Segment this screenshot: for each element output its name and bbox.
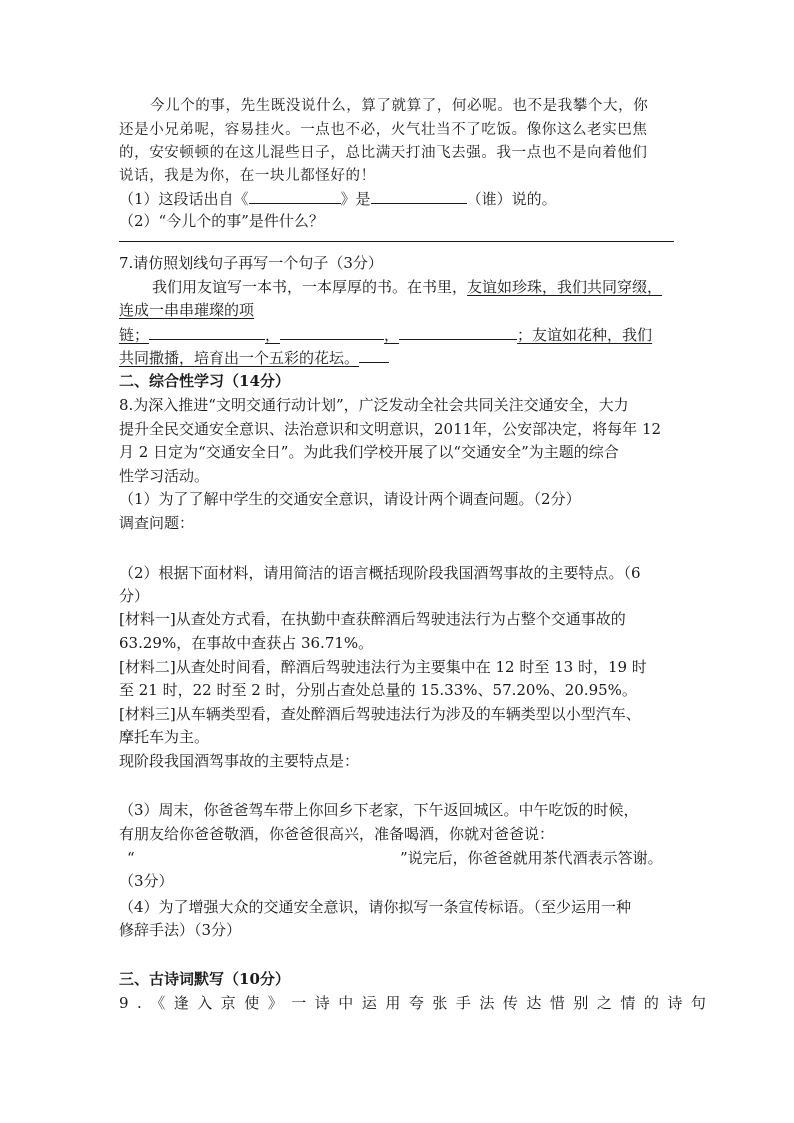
passage-line: 的，安安顿顿的在这儿混些日子，总比满天打油飞去强。我一点也不是向着他们 xyxy=(119,145,648,161)
q8-sub3: （3）周末，你爸爸驾车带上你回乡下老家，下午返回城区。中午吃饭的时候， xyxy=(119,801,639,819)
q9-text: 9.《逢入京使》一诗中运用夸张手法传达惜别之情的诗句 xyxy=(119,994,715,1012)
q8-sub3: 有朋友给你爸爸敬酒，你爸爸很高兴，准备喝酒，你就对爸爸说： xyxy=(119,825,555,843)
q7-underlined-sentence: 共同撒播，培育出一个五彩的花坛。 xyxy=(119,349,360,367)
q6-sub2: （2）“今儿个的事”是件什么？ xyxy=(119,212,324,230)
material-3: [材料三]从车辆类型看，查处醉酒后驾驶违法行为涉及的车辆类型以小型汽车、 xyxy=(119,705,641,723)
q8-text: 月 2 日定为“交通安全日”。为此我们学校开展了以“交通安全”为主题的综合 xyxy=(119,443,619,461)
survey-label: 调查问题： xyxy=(119,514,195,532)
q7-underlined-sentence: 连成一串串璀璨的项 xyxy=(119,301,255,319)
features-label: 现阶段我国酒驾事故的主要特点是： xyxy=(119,752,360,770)
answer-line[interactable] xyxy=(119,241,674,242)
passage-line: 今儿个的事，先生既没说什么，算了就算了，何必呢。也不是我攀个大，你 xyxy=(150,98,649,114)
passage-line: 还是小兄弟呢，容易挂火。一点也不必，火气壮当不了吃饭。像你这么老实巴焦 xyxy=(119,122,648,138)
q8-text: 8.为深入推进“文明交通行动计划”，广泛发动全社会共同关注交通安全，大力 xyxy=(119,396,629,414)
material-3: 摩托车为主。 xyxy=(119,728,210,746)
q7-line4 xyxy=(119,346,389,369)
q7-comma: ， xyxy=(265,326,281,344)
imitation-blank[interactable] xyxy=(280,323,384,340)
q8-text: 提升全民交通安全意识、法治意识和文明意识，2011年，公安部决定，将每年 12 xyxy=(119,420,662,438)
q8-sub2: （2）根据下面材料，请用简洁的语言概括现阶段我国酒驾事故的主要特点。（6 xyxy=(119,564,641,582)
q7-line2 xyxy=(119,299,254,321)
q8-sub3-quote-open: “ xyxy=(127,849,135,867)
material-2: [材料二]从查处时间看，醉酒后驾驶违法行为主要集中在 12 时至 13 时，19 时 xyxy=(119,658,647,676)
q7-comma: ， xyxy=(384,326,400,344)
material-1: [材料一]从查处方式看，在执勤中查获醉酒后驾驶违法行为占整个交通事故的 xyxy=(119,610,626,628)
section2-title: 二、综合性学习（14分） xyxy=(119,372,290,390)
material-2: 至 21 时，22 时至 2 时，分别占查处总量的 15.33%、57.20%、20.95%。 xyxy=(119,681,637,699)
q6-sub1-mid: 》是 xyxy=(340,190,371,208)
q6-sub1-prefix: （1）这段话出自《 xyxy=(119,190,249,208)
q6-sub1-suffix: （谁）说的。 xyxy=(466,190,557,208)
section3-title: 三、古诗词默写（10分） xyxy=(119,970,290,988)
q8-sub2: 分） xyxy=(119,587,150,605)
q8-sub4: （4）为了增强大众的交通安全意识，请你拟写一条宣传标语。（至少运用一种 xyxy=(119,898,632,916)
q8-sub3-score: （3分） xyxy=(119,872,174,890)
q8-sub3-quote-close: ”说完后，你爸爸就用茶代酒表示答谢。 xyxy=(400,849,663,867)
imitation-blank[interactable] xyxy=(149,323,265,340)
book-title-blank[interactable] xyxy=(249,187,341,204)
q7-underlined-text: 链； xyxy=(119,326,150,344)
q7-title: 7.请仿照划线句子再写一个句子（3分） xyxy=(119,254,383,272)
speaker-blank[interactable] xyxy=(371,187,467,204)
passage-line: 说话，我是为你，在一块儿都怪好的！ xyxy=(119,168,376,184)
q7-underlined-text: ；友谊如花种，我们 xyxy=(517,326,653,344)
q8-sub4: 修辞手法）（3分） xyxy=(119,921,242,939)
q8-sub1: （1）为了了解中学生的交通安全意识，请设计两个调查问题。（2分） xyxy=(119,490,581,508)
q7-line3 xyxy=(119,323,652,346)
material-1: 63.29%，在事故中查获占 36.71%。 xyxy=(119,634,374,652)
q8-text: 性学习活动。 xyxy=(119,467,210,485)
q7-underlined-sentence: 友谊如珍珠，我们共同穿缀， xyxy=(467,278,663,296)
q7-line1-text: 我们用友谊写一本书，一本厚厚的书。在书里， xyxy=(152,278,468,296)
q6-sub1 xyxy=(119,187,557,210)
underline-tail xyxy=(359,346,389,363)
q7-line1 xyxy=(152,276,662,298)
imitation-blank[interactable] xyxy=(399,323,517,340)
